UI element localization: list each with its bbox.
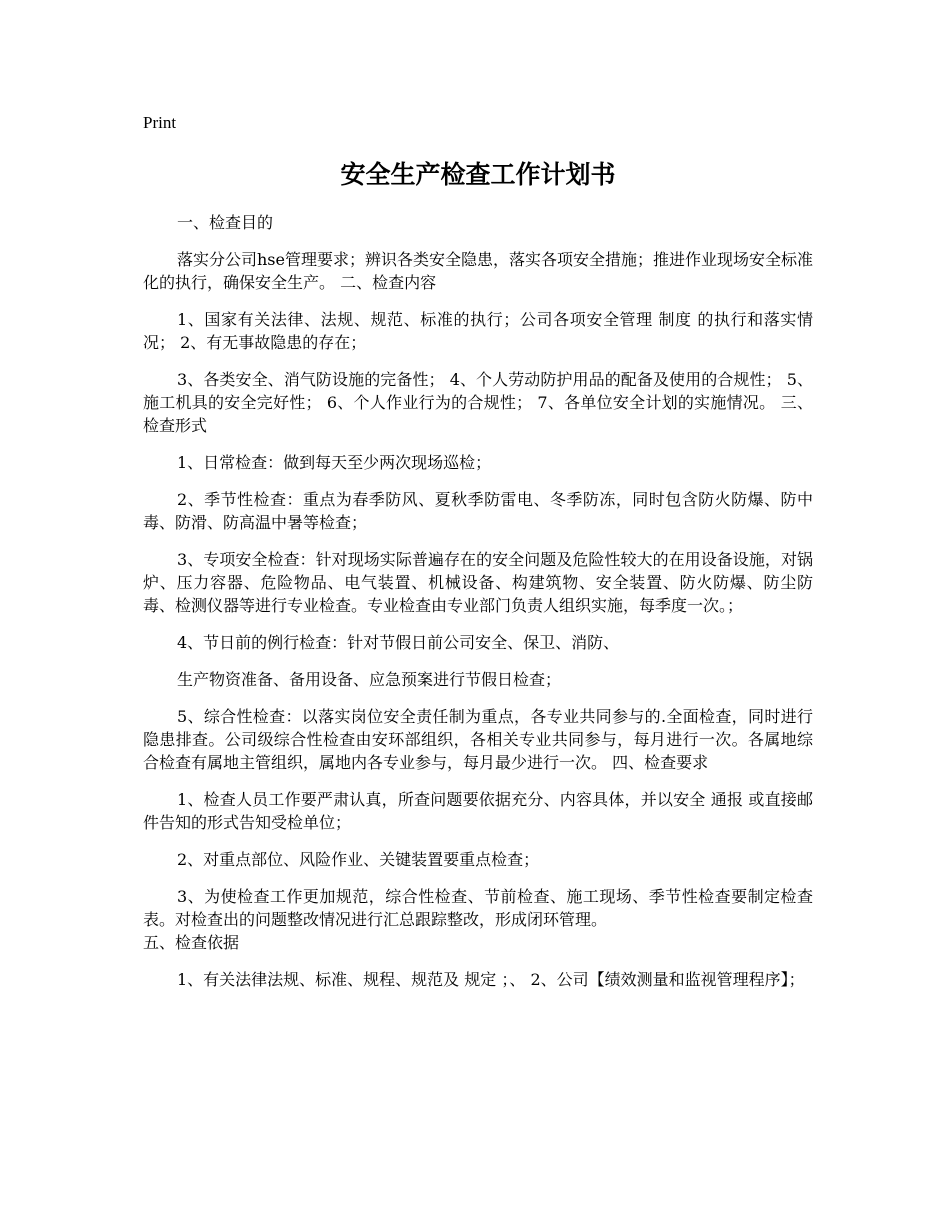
paragraph-requirement-2: 2、对重点部位、风险作业、关键装置要重点检查； <box>177 850 540 869</box>
paragraph-form-comprehensive: 5、综合性检查：以落实岗位安全责任制为重点，各专业共同参与的.全面检查，同时进行隐患排查。公司级综合性检查由安环部组织，各相关专业共同参与，每月进行一次。各属地综合检查有属地主管组织，属地内各专业参与，每月最少进行一次。 四、检查要求 <box>143 707 813 772</box>
paragraph-form-special: 3、专项安全检查：针对现场实际普遍存在的安全问题及危险性较大的在用设备设施，对锅炉、压力容器、危险物品、电气装置、机械设备、构建筑物、安全装置、防火防爆、防尘防毒、检测仪器等进行专业检查。专业检查由专业部门负责人组织实施，每季度一次。； <box>143 550 813 615</box>
section-heading-purpose: 一、检查目的 <box>177 213 274 232</box>
paragraph-content-3: 3、各类安全、消气防设施的完备性； 4、个人劳动防护用品的配备及使用的合规性； 5、施工机具的安全完好性； 6、个人作业行为的合规性； 7、各单位安全计划的实施情况。 三、检查形式 <box>143 370 813 435</box>
paragraph-form-holiday: 4、节日前的例行检查：针对节假日前公司安全、保卫、消防、 <box>177 633 620 652</box>
print-label: Print <box>143 113 177 132</box>
section-heading-basis: 五、检查依据 <box>143 933 240 952</box>
paragraph-requirement-3: 3、为使检查工作更加规范，综合性检查、节前检查、施工现场、季节性检查要制定检查表。对检查出的问题整改情况进行汇总跟踪整改，形成闭环管理。 <box>143 887 813 929</box>
paragraph-content-1: 1、国家有关法律、法规、规范、标准的执行；公司各项安全管理 制度 的执行和落实情况； 2、有无事故隐患的存在； <box>143 310 813 352</box>
paragraph-form-seasonal: 2、季节性检查：重点为春季防风、夏秋季防雷电、冬季防冻，同时包含防火防爆、防中毒、防滑、防高温中暑等检查； <box>143 490 813 532</box>
document-body <box>143 211 813 1005</box>
paragraph-purpose: 落实分公司hse管理要求；辨识各类安全隐患，落实各项安全措施；推进作业现场安全标准化的执行，确保安全生产。 二、检查内容 <box>143 250 813 292</box>
paragraph-basis-1: 1、有关法律法规、标准、规程、规范及 规定 ；、 2、公司【绩效测量和监视管理程序】； <box>177 970 805 989</box>
paragraph-form-holiday-cont: 生产物资准备、备用设备、应急预案进行节假日检查； <box>177 670 562 689</box>
paragraph-form-daily: 1、日常检查：做到每天至少两次现场巡检； <box>177 453 492 472</box>
document-title: 安全生产检查工作计划书 <box>340 160 616 189</box>
paragraph-requirement-1: 1、检查人员工作要严肃认真，所查问题要依据充分、内容具体，并以安全 通报 或直接邮件告知的形式告知受检单位； <box>143 790 813 832</box>
